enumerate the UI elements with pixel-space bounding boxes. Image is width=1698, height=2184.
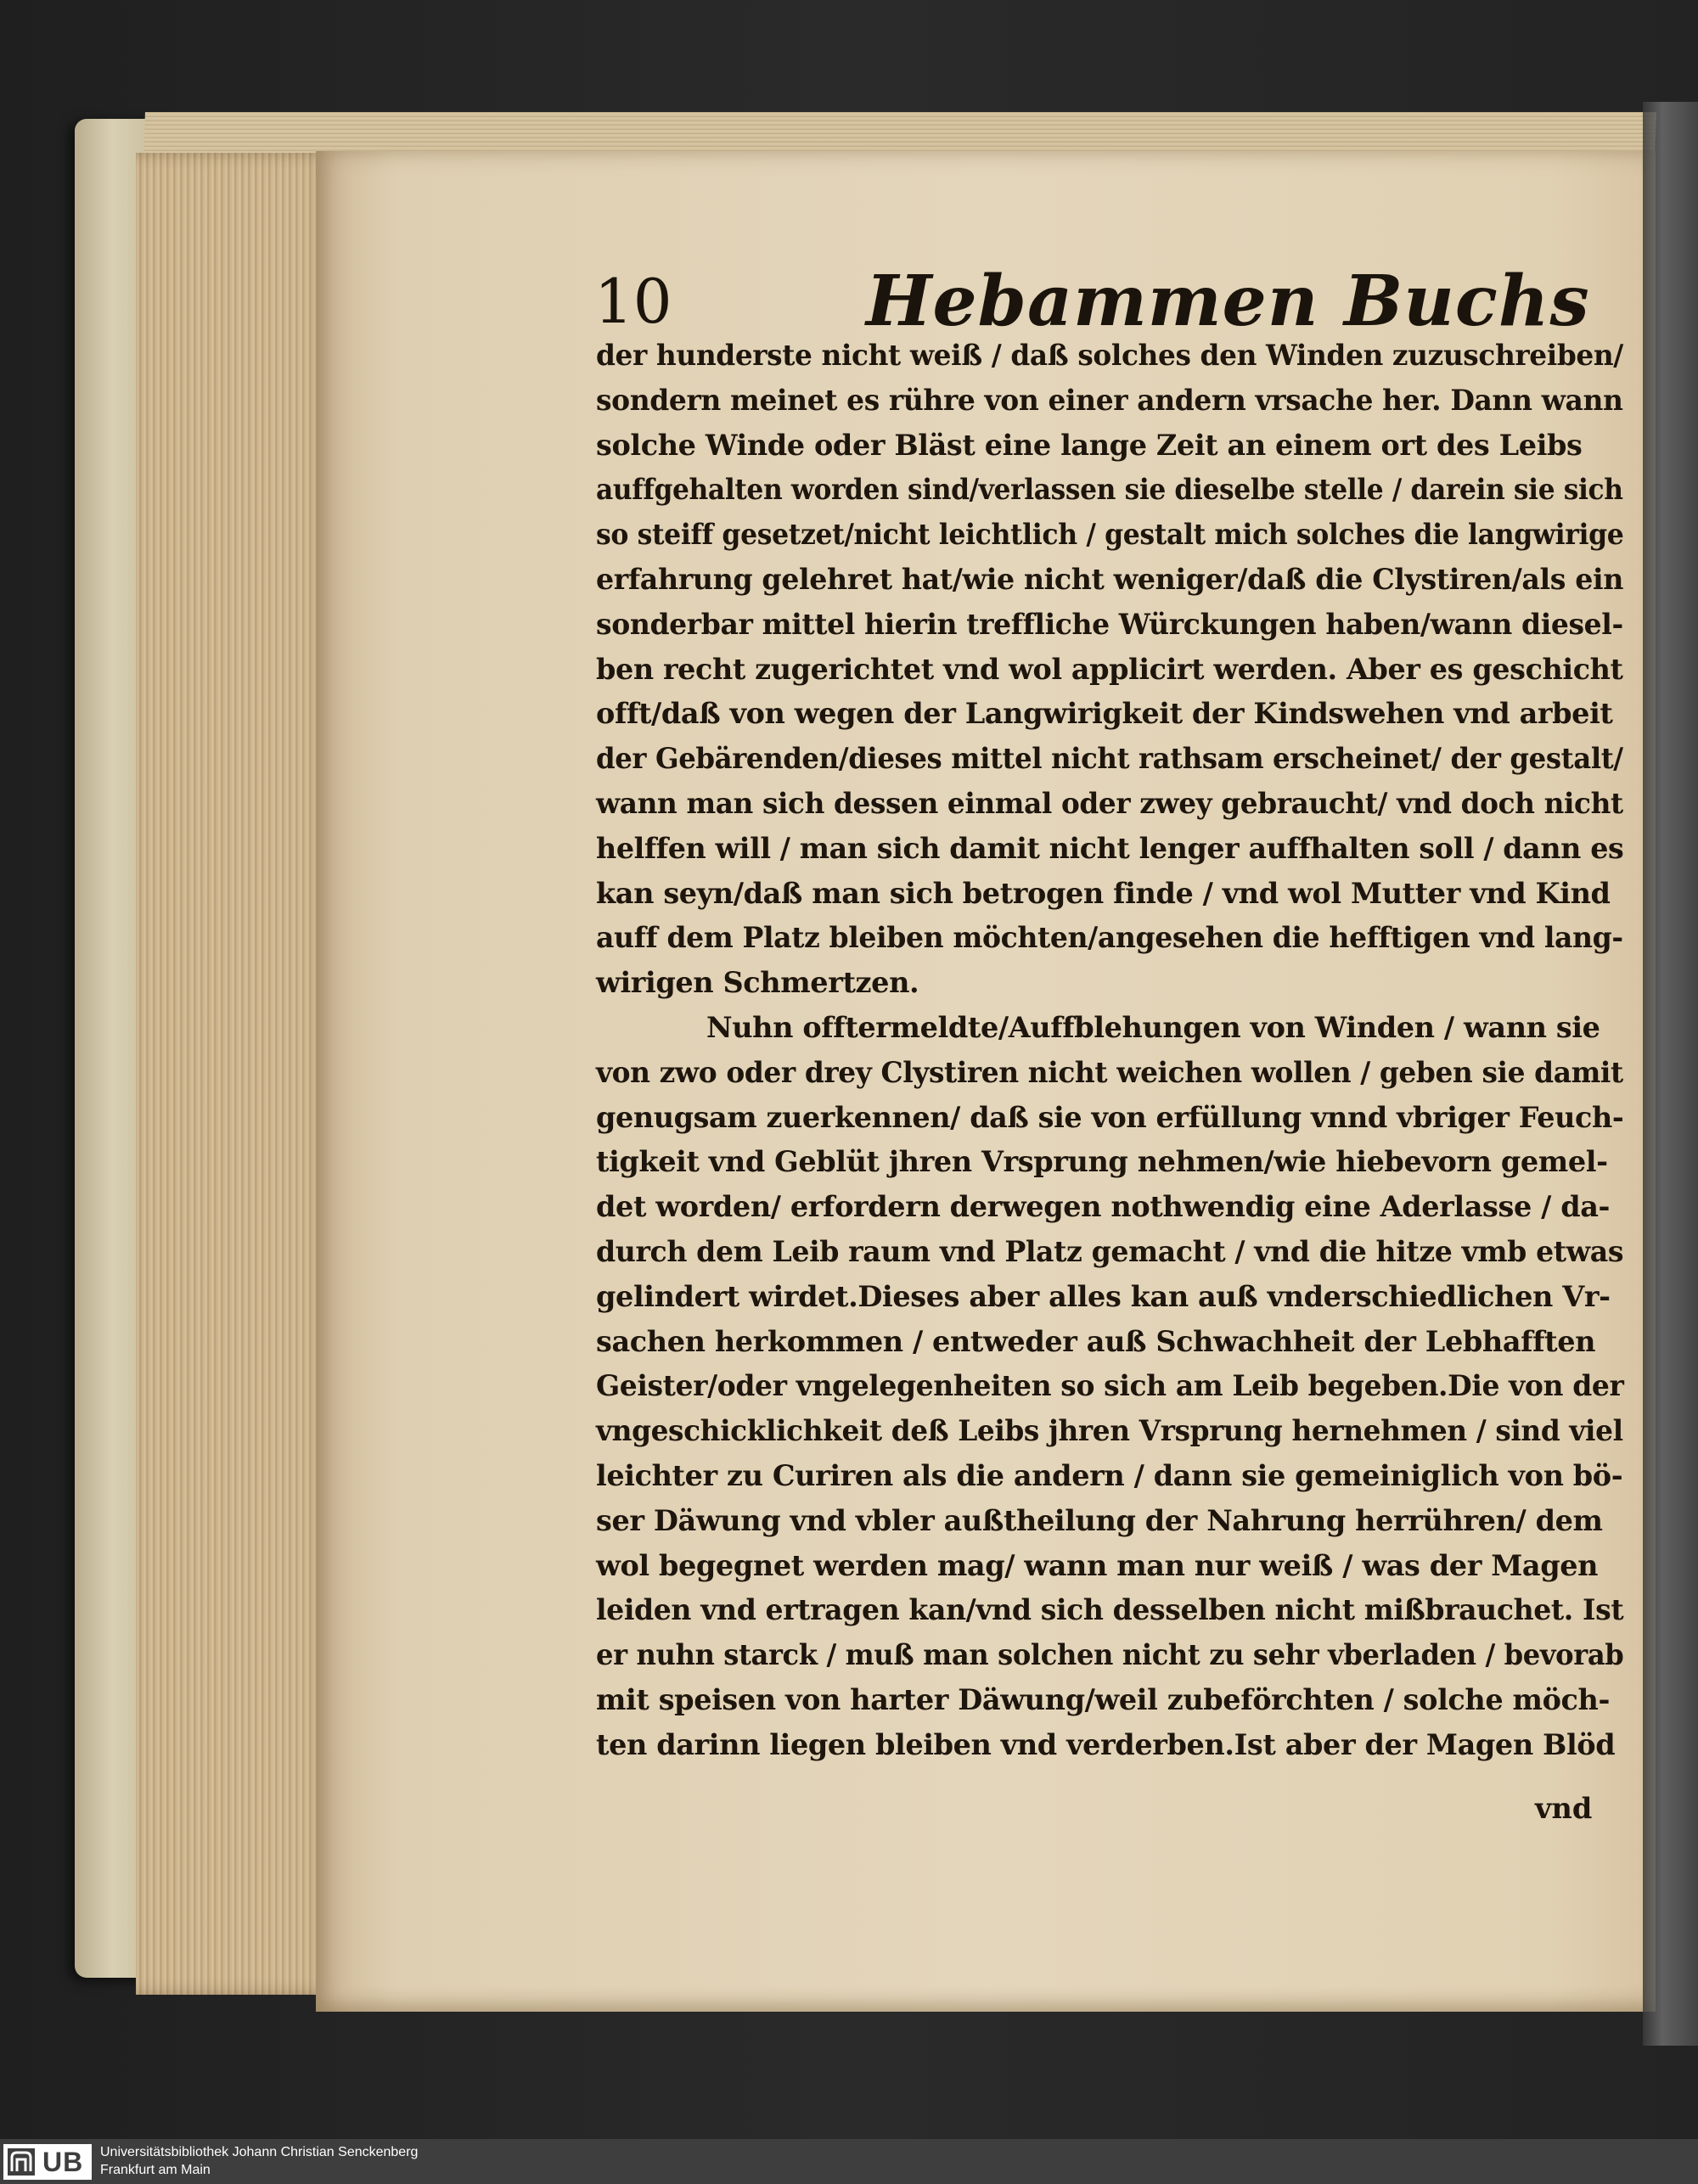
text-line: vngeschicklichkeit deß Leibs jhren Vrsprung hernehmen / sind viel: [596, 1414, 1623, 1448]
text-line: wol begegnet werden mag/ wann man nur weiß / was der Magen: [596, 1548, 1599, 1582]
text-line: solche Winde oder Bläst eine lange Zeit an einem ort des Leibs: [596, 428, 1583, 462]
text-line: gelindert wirdet.Dieses aber alles kan auß vnderschiedlichen Vr-: [596, 1279, 1611, 1313]
text-line: leichter zu Curiren als die andern / dann sie gemeiniglich von bö-: [596, 1458, 1623, 1492]
paragraph-start-line: Nuhn offtermeldte/Auffblehungen von Winden / wann sie: [706, 1010, 1600, 1044]
library-emblem-icon: [7, 2148, 36, 2176]
text-line: sonderbar mittel hierin treffliche Würckungen haben/wann diesel-: [596, 607, 1623, 641]
text-line: ser Däwung vnd vbler außtheilung der Nahrung herrühren/ dem: [596, 1503, 1603, 1537]
text-line: der Gebärenden/dieses mittel nicht rathsam erscheinet/ der gestalt/: [596, 742, 1623, 776]
text-line: tigkeit vnd Geblüt jhren Vrsprung nehmen/wie hiebevorn gemel-: [596, 1145, 1608, 1179]
text-line: offt/daß von wegen der Langwirigkeit der Kindswehen vnd arbeit: [596, 697, 1613, 731]
text-line: helffen will / man sich damit nicht lenger auffhalten soll / dann es: [596, 831, 1624, 865]
text-line: wirigen Schmertzen.: [596, 966, 919, 1000]
text-line: er nuhn starck / muß man solchen nicht zu sehr vberladen / bevorab: [596, 1638, 1624, 1672]
text-line: Geister/oder vngelegenheiten so sich am Leib begeben.Die von der: [596, 1369, 1624, 1403]
text-line: ben recht zugerichtet vnd wol applicirt werden. Aber es geschicht: [596, 652, 1623, 686]
text-line: auffgehalten worden sind/verlassen sie dieselbe stelle / darein sie sich: [596, 473, 1623, 507]
library-city: Frankfurt am Main: [100, 2163, 211, 2177]
text-line: so steiff gesetzet/nicht leichtlich / gestalt mich solches die langwirige: [596, 518, 1624, 552]
text-line: von zwo oder drey Clystiren nicht weichen wollen / geben sie damit: [596, 1055, 1623, 1089]
page-number: 10: [594, 266, 672, 337]
text-line: ten darinn liegen bleiben vnd verderben.Ist aber der Magen Blöd: [596, 1727, 1616, 1761]
library-name: Universitätsbibliothek Johann Christian Senckenberg: [100, 2145, 419, 2159]
text-line: mit speisen von harter Däwung/weil zubeförchten / solche möch-: [596, 1682, 1610, 1716]
text-line: durch dem Leib raum vnd Platz gemacht / vnd die hitze vmb etwas: [596, 1234, 1624, 1268]
text-line: leiden vnd ertragen kan/vnd sich desselben nicht mißbrauchet. Ist: [596, 1593, 1624, 1627]
page-body-text: [596, 334, 1623, 1768]
text-line: genugsam zuerkennen/ daß sie von erfüllung vnnd vbriger Feuch-: [596, 1100, 1624, 1134]
text-line: det worden/ erfordern derwegen nothwendig eine Aderlasse / da-: [596, 1190, 1611, 1224]
catchword: vnd: [1535, 1792, 1593, 1825]
text-line: auff dem Platz bleiben möchten/angesehen die hefftigen vnd lang-: [596, 921, 1623, 955]
text-line: erfahrung gelehret hat/wie nicht weniger/daß die Clystiren/als ein: [596, 562, 1624, 596]
text-line: wann man sich dessen einmal oder zwey gebraucht/ vnd doch nicht: [596, 786, 1623, 820]
running-title: Hebammen Buchs: [866, 261, 1590, 342]
book-page-edges: [136, 153, 331, 1995]
text-line: der hunderste nicht weiß / daß solches den Winden zuzuschreiben/: [596, 339, 1623, 372]
logo-text: UB: [42, 2146, 84, 2177]
facing-page-edge: [1643, 102, 1698, 2046]
text-line: sondern meinet es rühre von einer andern vrsache her. Dann wann: [596, 383, 1623, 417]
library-footer: [0, 2139, 1698, 2184]
text-line: kan seyn/daß man sich betrogen finde / vnd wol Mutter vnd Kind: [596, 876, 1611, 910]
text-line: sachen herkommen / entweder auß Schwachheit der Lebhafften: [596, 1324, 1596, 1358]
ub-logo[interactable]: [3, 2144, 92, 2180]
